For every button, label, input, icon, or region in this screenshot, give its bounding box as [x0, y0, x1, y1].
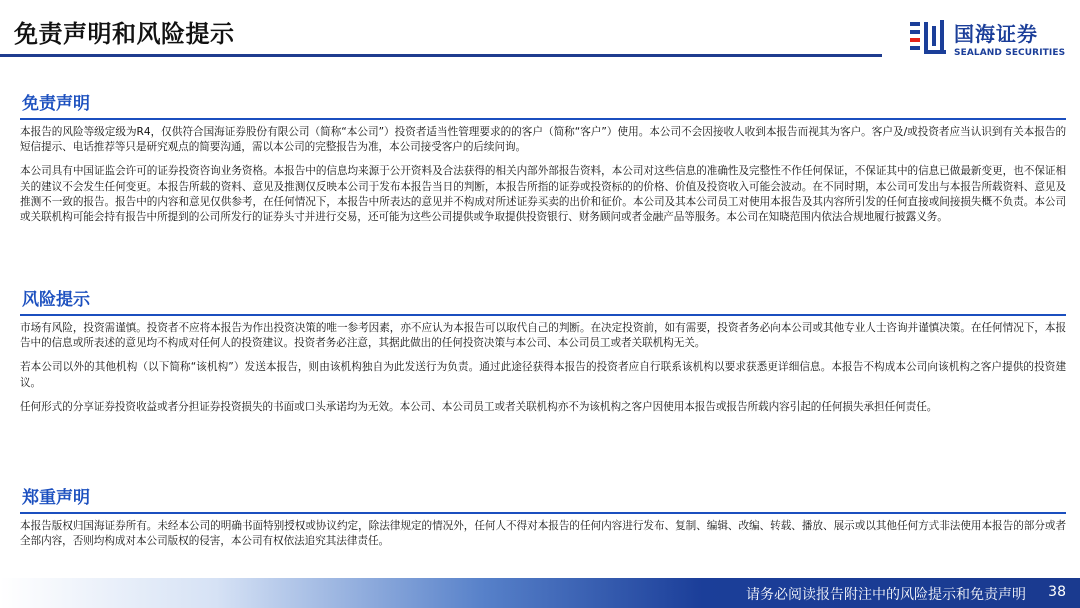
paragraph: 本报告的风险等级定级为R4，仅供符合国海证券股份有限公司（简称“本公司”）投资者适当性管理要求的的客户（简称“客户”）使用。本公司不会因接收人收到本报告而视其为客户。客户及/或投资者应当认识到有关本报告的短信提示、电话推荐等只是研究观点的简要沟通，需以本公司的完整报告为准，本公司接受客户的后续问询。 [20, 126, 1066, 154]
section-divider [20, 314, 1066, 316]
section-heading: 免责声明 [22, 94, 90, 114]
sealand-logo-icon [908, 18, 948, 58]
page-number: 38 [1048, 584, 1066, 600]
footer-notice: 请务必阅读报告附注中的风险提示和免责声明 [746, 587, 1026, 603]
section-heading: 风险提示 [22, 290, 90, 310]
paragraph: 市场有风险，投资需谨慎。投资者不应将本报告为作出投资决策的唯一参考因素，亦不应认为本报告可以取代自己的判断。在决定投资前，如有需要，投资者务必向本公司或其他专业人士咨询并谨慎决策。在任何情况下，本报告中的信息或所表述的意见均不构成对任何人的投资建议。投资者务必注意，其据此做出的任何投资决策与本公司、本公司员工或者关联机构无关。 [20, 322, 1066, 350]
section-divider [20, 512, 1066, 514]
title-underline [0, 54, 882, 57]
paragraph: 若本公司以外的其他机构（以下简称“该机构”）发送本报告，则由该机构独自为此发送行为负责。通过此途径获得本报告的投资者应自行联系该机构以要求获悉更详细信息。本报告不构成本公司向该机构之客户提供的投资建议。 [20, 361, 1066, 389]
section-risk-warning [20, 288, 1066, 415]
footer-bar [0, 578, 1080, 608]
page-title: 免责声明和风险提示 [14, 20, 235, 48]
section-solemn-statement [20, 486, 1066, 549]
paragraph: 本报告版权归国海证券所有。未经本公司的明确书面特别授权或协议约定，除法律规定的情况外，任何人不得对本报告的任何内容进行发布、复制、编辑、改编、转载、播放、展示或以其他任何方式非法使用本报告的部分或者全部内容，否则均构成对本公司版权的侵害，本公司有权依法追究其法律责任。 [20, 520, 1066, 548]
logo-chinese-name: 国海证券 [954, 22, 1038, 46]
section-divider [20, 118, 1066, 120]
section-heading: 郑重声明 [22, 488, 90, 508]
paragraph: 任何形式的分享证券投资收益或者分担证券投资损失的书面或口头承诺均为无效。本公司、本公司员工或者关联机构亦不为该机构之客户因使用本报告或报告所载内容引起的任何损失承担任何责任。 [20, 400, 938, 413]
company-logo [908, 18, 1068, 62]
paragraph: 本公司具有中国证监会许可的证券投资咨询业务资格。本报告中的信息均来源于公开资料及合法获得的相关内部外部报告资料，本公司对这些信息的准确性及完整性不作任何保证，不保证其中的信息已做最新变更，也不保证相关的建议不会发生任何变更。本报告所载的资料、意见及推测仅反映本公司于发布本报告当日的判断，本报告所指的证券或投资标的的价格、价值及投资收入可能会波动。在不同时期，本公司可发出与本报告所载资料、意见及推测不一致的报告。报告中的内容和意见仅供参考，在任何情况下，本报告中所表达的意见并不构成对所述证券买卖的出价和征价。本公司及其本公司员工对使用本报告及其内容所引发的任何直接或间接损失概不负责。本公司或关联机构可能会持有报告中所提到的公司所发行的证券头寸并进行交易，还可能为这些公司提供或争取提供投资银行、财务顾问或者金融产品等服务。本公司在知晓范围内依法合规地履行披露义务。 [20, 165, 1066, 224]
logo-english-name: SEALAND SECURITIES [954, 48, 1066, 58]
section-disclaimer [20, 92, 1066, 225]
